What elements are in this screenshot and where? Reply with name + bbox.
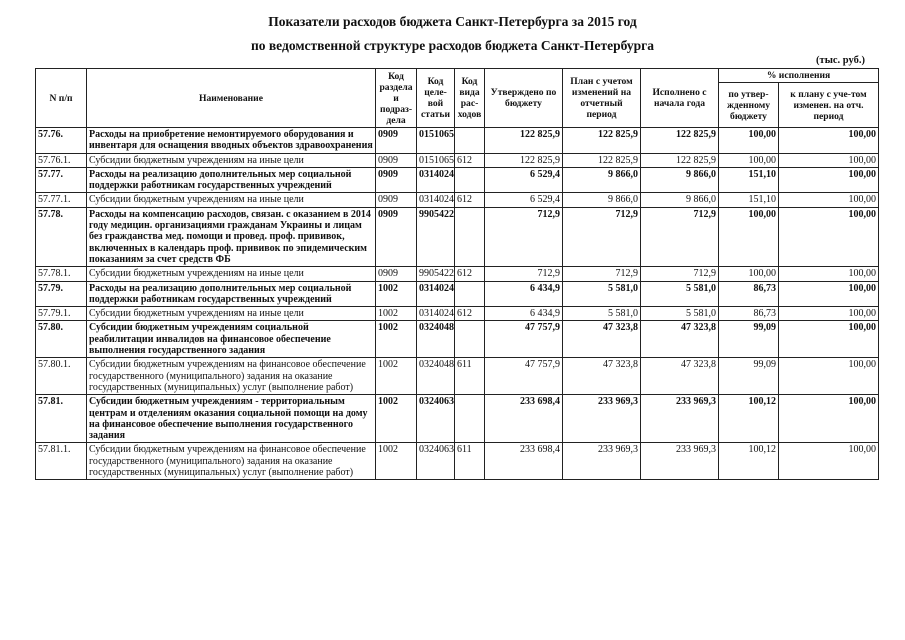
row-kod-vida — [455, 207, 485, 266]
row-plan: 47 323,8 — [563, 358, 641, 395]
table-row — [36, 281, 879, 307]
row-executed: 9 866,0 — [641, 193, 719, 207]
row-kod-stati: 9905422 — [417, 267, 455, 281]
row-pct-plan: 100,00 — [779, 321, 879, 358]
row-executed: 233 969,3 — [641, 395, 719, 443]
row-approved: 6 529,4 — [485, 167, 563, 193]
row-kod-stati: 0324048 — [417, 321, 455, 358]
row-num: 57.80.1. — [36, 358, 87, 395]
row-name: Субсидии бюджетным учреждениям на финансовое обеспечение государственного (муниципального) задания на оказание государственных (муниципальных) услуг (выполнение работ) — [87, 358, 376, 395]
row-executed: 9 866,0 — [641, 167, 719, 193]
row-kod-razdela: 0909 — [376, 267, 417, 281]
row-approved: 122 825,9 — [485, 153, 563, 167]
row-approved: 712,9 — [485, 267, 563, 281]
row-kod-razdela: 1002 — [376, 321, 417, 358]
row-pct-plan: 100,00 — [779, 167, 879, 193]
row-kod-stati: 9905422 — [417, 207, 455, 266]
row-pct-plan: 100,00 — [779, 153, 879, 167]
header-pct-approved: по утвер-жденному бюджету — [719, 83, 779, 128]
row-name: Субсидии бюджетным учреждениям - территориальным центрам и отделениям оказания социальной помощи на дому на финансовое обеспечение выполнения государственного задания — [87, 395, 376, 443]
row-num: 57.81.1. — [36, 443, 87, 480]
row-kod-stati: 0314024 — [417, 167, 455, 193]
row-kod-stati: 0324048 — [417, 358, 455, 395]
header-kod-stati: Код целе-вой статьи — [417, 69, 455, 128]
row-kod-razdela: 1002 — [376, 307, 417, 321]
table-row — [36, 267, 879, 281]
row-pct-plan: 100,00 — [779, 207, 879, 266]
row-name: Субсидии бюджетным учреждениям на иные цели — [87, 307, 376, 321]
row-pct-plan: 100,00 — [779, 193, 879, 207]
row-plan: 9 866,0 — [563, 167, 641, 193]
header-plan: План с учетом изменений на отчетный период — [563, 69, 641, 128]
row-pct-approved: 100,00 — [719, 207, 779, 266]
row-plan: 712,9 — [563, 207, 641, 266]
row-kod-vida: 612 — [455, 153, 485, 167]
table-row — [36, 395, 879, 443]
row-plan: 712,9 — [563, 267, 641, 281]
table-row — [36, 167, 879, 193]
row-num: 57.79. — [36, 281, 87, 307]
table-row — [36, 307, 879, 321]
row-pct-plan: 100,00 — [779, 128, 879, 154]
header-num: N п/п — [36, 69, 87, 128]
row-num: 57.77.1. — [36, 193, 87, 207]
row-num: 57.81. — [36, 395, 87, 443]
row-pct-plan: 100,00 — [779, 267, 879, 281]
row-pct-plan: 100,00 — [779, 307, 879, 321]
row-kod-stati: 0314024 — [417, 307, 455, 321]
document-title-line-2: по ведомственной структуре расходов бюджета Санкт-Петербурга — [250, 38, 655, 53]
row-kod-razdela: 1002 — [376, 281, 417, 307]
row-num: 57.78. — [36, 207, 87, 266]
row-executed: 47 323,8 — [641, 358, 719, 395]
row-approved: 6 434,9 — [485, 281, 563, 307]
header-approved: Утверждено по бюджету — [485, 69, 563, 128]
row-plan: 122 825,9 — [563, 128, 641, 154]
table-row — [36, 358, 879, 395]
row-name: Расходы на реализацию дополнительных мер социальной поддержки работникам государственных учреждений — [87, 281, 376, 307]
row-pct-approved: 100,00 — [719, 267, 779, 281]
row-approved: 6 529,4 — [485, 193, 563, 207]
row-name: Субсидии бюджетным учреждениям на иные цели — [87, 193, 376, 207]
row-name: Субсидии бюджетным учреждениям на иные цели — [87, 153, 376, 167]
row-kod-vida: 612 — [455, 307, 485, 321]
budget-table — [35, 68, 879, 480]
row-plan: 9 866,0 — [563, 193, 641, 207]
row-kod-stati: 0151065 — [417, 153, 455, 167]
row-approved: 122 825,9 — [485, 128, 563, 154]
row-executed: 712,9 — [641, 267, 719, 281]
row-pct-approved: 86,73 — [719, 307, 779, 321]
row-kod-razdela: 0909 — [376, 193, 417, 207]
row-pct-approved: 100,12 — [719, 395, 779, 443]
row-plan: 122 825,9 — [563, 153, 641, 167]
row-kod-razdela: 1002 — [376, 395, 417, 443]
row-name: Субсидии бюджетным учреждениям на финансовое обеспечение государственного (муниципального) задания на оказание государственных (муниципальных) услуг (выполнение работ) — [87, 443, 376, 480]
row-kod-razdela: 0909 — [376, 128, 417, 154]
row-plan: 5 581,0 — [563, 281, 641, 307]
row-kod-stati: 0314024 — [417, 193, 455, 207]
row-plan: 233 969,3 — [563, 443, 641, 480]
header-kod-razdela: Код раздела и подраз-дела — [376, 69, 417, 128]
row-pct-approved: 100,12 — [719, 443, 779, 480]
row-name: Расходы на компенсацию расходов, связан. с оказанием в 2014 году медицин. организациями гражданам Украины и лицам без гражданства мед. помощи и провед. проф. прививок, включенных в календарь проф. прививок по эпидемическим показаниям за счет средств ФБ — [87, 207, 376, 266]
row-kod-stati: 0314024 — [417, 281, 455, 307]
table-row — [36, 153, 879, 167]
row-plan: 233 969,3 — [563, 395, 641, 443]
row-num: 57.80. — [36, 321, 87, 358]
row-kod-vida: 612 — [455, 193, 485, 207]
row-name: Расходы на приобретение немонтируемого оборудования и инвентаря для оснащения вводных объектов здравоохранения — [87, 128, 376, 154]
row-executed: 122 825,9 — [641, 153, 719, 167]
row-executed: 712,9 — [641, 207, 719, 266]
row-num: 57.77. — [36, 167, 87, 193]
row-kod-razdela: 0909 — [376, 153, 417, 167]
table-row — [36, 128, 879, 154]
row-pct-approved: 100,00 — [719, 128, 779, 154]
row-name: Субсидии бюджетным учреждениям социальной реабилитации инвалидов на финансовое обеспечение выполнения государственного задания — [87, 321, 376, 358]
row-executed: 122 825,9 — [641, 128, 719, 154]
row-plan: 47 323,8 — [563, 321, 641, 358]
row-approved: 6 434,9 — [485, 307, 563, 321]
row-kod-vida — [455, 167, 485, 193]
row-kod-stati: 0324063 — [417, 443, 455, 480]
row-pct-approved: 100,00 — [719, 153, 779, 167]
row-pct-approved: 99,09 — [719, 358, 779, 395]
row-kod-razdela: 0909 — [376, 207, 417, 266]
row-pct-approved: 99,09 — [719, 321, 779, 358]
row-name: Расходы на реализацию дополнительных мер социальной поддержки работникам государственных учреждений — [87, 167, 376, 193]
row-approved: 712,9 — [485, 207, 563, 266]
header-pct-group: % исполнения — [719, 69, 879, 83]
row-num: 57.79.1. — [36, 307, 87, 321]
row-executed: 47 323,8 — [641, 321, 719, 358]
header-kod-vida: Код вида рас-ходов — [455, 69, 485, 128]
table-row — [36, 443, 879, 480]
row-name: Субсидии бюджетным учреждениям на иные цели — [87, 267, 376, 281]
row-kod-razdela: 1002 — [376, 443, 417, 480]
row-kod-stati: 0151065 — [417, 128, 455, 154]
row-kod-razdela: 1002 — [376, 358, 417, 395]
header-name: Наименование — [87, 69, 376, 128]
row-pct-plan: 100,00 — [779, 358, 879, 395]
header-executed: Исполнено с начала года — [641, 69, 719, 128]
row-num: 57.76. — [36, 128, 87, 154]
row-pct-approved: 151,10 — [719, 193, 779, 207]
row-approved: 47 757,9 — [485, 358, 563, 395]
row-num: 57.78.1. — [36, 267, 87, 281]
row-num: 57.76.1. — [36, 153, 87, 167]
budget-table-body — [36, 128, 879, 480]
row-executed: 5 581,0 — [641, 307, 719, 321]
header-pct-plan: к плану с уче-том изменен. на отч. период — [779, 83, 879, 128]
row-executed: 233 969,3 — [641, 443, 719, 480]
row-plan: 5 581,0 — [563, 307, 641, 321]
row-kod-stati: 0324063 — [417, 395, 455, 443]
row-kod-vida — [455, 395, 485, 443]
document-title-line-1: Показатели расходов бюджета Санкт-Петербурга за 2015 год — [268, 14, 637, 29]
row-kod-vida — [455, 321, 485, 358]
row-approved: 233 698,4 — [485, 443, 563, 480]
row-pct-plan: 100,00 — [779, 443, 879, 480]
row-kod-vida: 611 — [455, 358, 485, 395]
row-pct-approved: 151,10 — [719, 167, 779, 193]
row-pct-plan: 100,00 — [779, 395, 879, 443]
row-pct-plan: 100,00 — [779, 281, 879, 307]
row-pct-approved: 86,73 — [719, 281, 779, 307]
table-row — [36, 321, 879, 358]
table-row — [36, 193, 879, 207]
row-kod-vida — [455, 128, 485, 154]
table-row — [36, 207, 879, 266]
row-approved: 233 698,4 — [485, 395, 563, 443]
units-label: (тыс. руб.) — [816, 55, 865, 66]
row-kod-razdela: 0909 — [376, 167, 417, 193]
row-kod-vida: 611 — [455, 443, 485, 480]
row-executed: 5 581,0 — [641, 281, 719, 307]
row-approved: 47 757,9 — [485, 321, 563, 358]
row-kod-vida — [455, 281, 485, 307]
row-kod-vida: 612 — [455, 267, 485, 281]
